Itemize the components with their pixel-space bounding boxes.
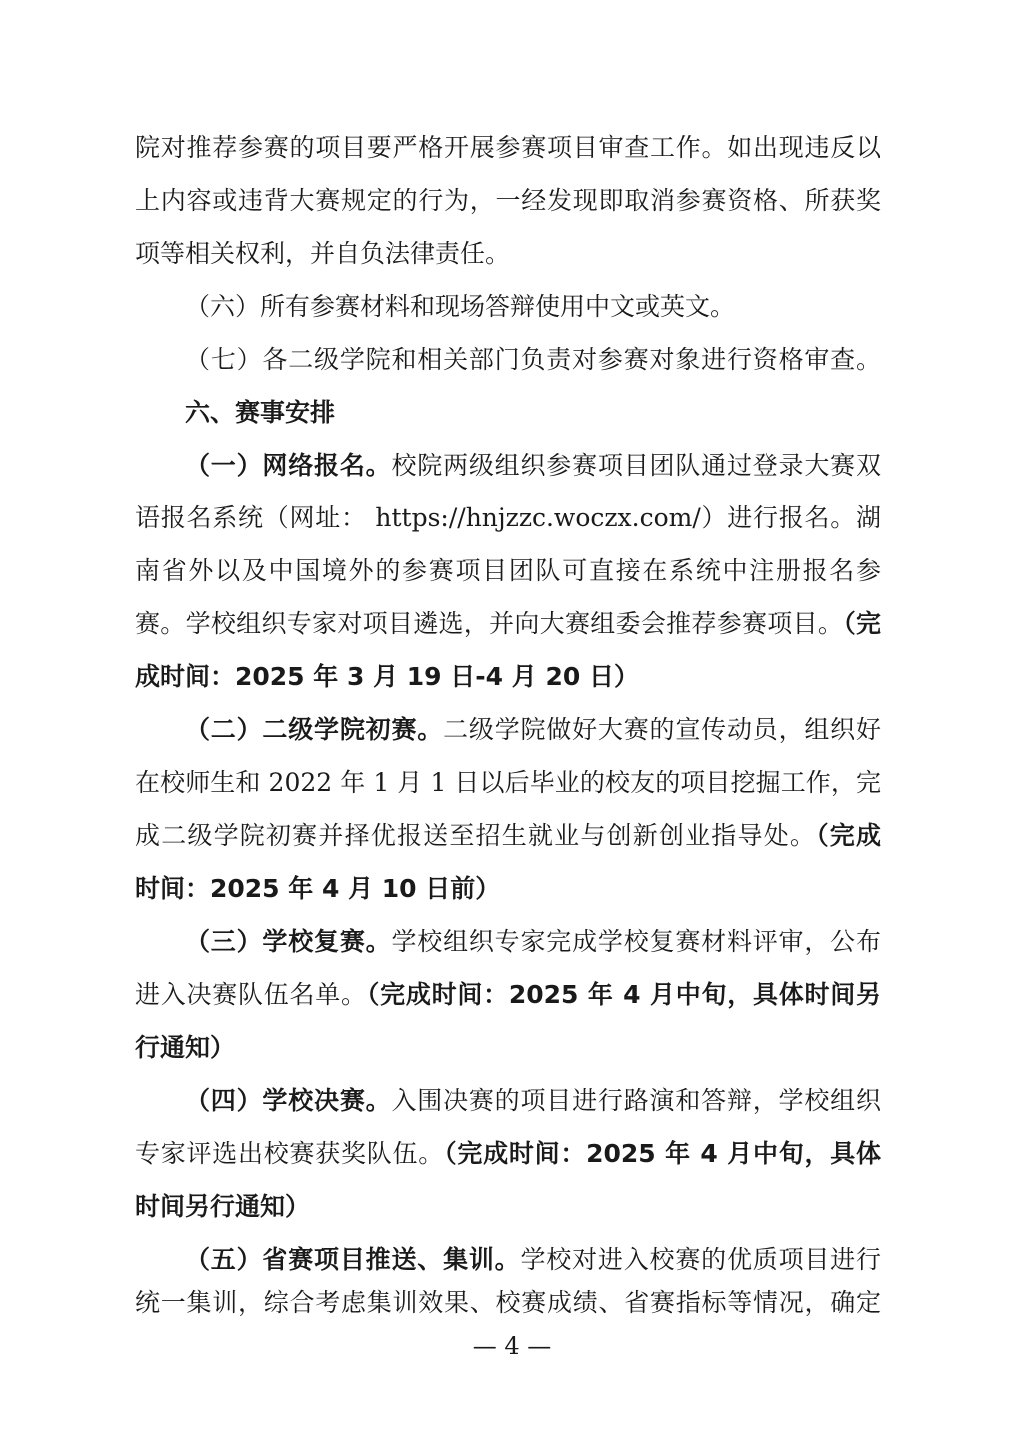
item-provincial-line-1 (185, 1242, 881, 1278)
item-preliminary-deadline: 时间：2025 年 4 月 10 日前） (135, 874, 501, 903)
item-registration-text: 校院两级组织参赛项目团队通过登录大赛双 (391, 451, 881, 480)
item-semifinal-deadline: （完成时间：2025 年 4 月中旬，具体时间另 (366, 980, 881, 1009)
item-registration-line-3: 南省外以及中国境外的参赛项目团队可直接在系统中注册报名参 (135, 556, 881, 585)
item-preliminary-line-2: 在校师生和 2022 年 1 月 1 日以后毕业的校友的项目挖掘工作，完 (135, 768, 881, 797)
item-registration-deadline: 成时间：2025 年 3 月 19 日-4 月 20 日） (135, 662, 639, 691)
item-final-deadline-end: 时间另行通知） (135, 1192, 311, 1221)
item-semifinal-deadline-end: 行通知） (135, 1033, 236, 1062)
item-semifinal-line-1 (185, 924, 881, 960)
item-semifinal-title: （三）学校复赛。 (185, 927, 392, 956)
item-preliminary-text: 二级学院做好大赛的宣传动员，组织好 (443, 715, 881, 744)
item-preliminary-line-1 (185, 712, 881, 748)
para-review-line-1: 院对推荐参赛的项目要严格开展参赛项目审查工作。如出现违反以 (135, 133, 881, 162)
item-preliminary-deadline-start: （完成 (816, 821, 881, 850)
item-registration-line-1 (185, 448, 881, 484)
item-provincial-line-2: 统一集训，综合考虑集训效果、校赛成绩、省赛指标等情况，确定 (135, 1288, 881, 1317)
item-registration-line-4 (135, 606, 881, 642)
item-semifinal-text-2: 进入决赛队伍名单。 (135, 980, 367, 1009)
item-final-title: （四）学校决赛。 (185, 1086, 392, 1115)
item-preliminary-title: （二）二级学院初赛。 (185, 715, 444, 744)
item-preliminary-text-2: 成二级学院初赛并择优报送至招生就业与创新创业指导处。 (135, 821, 817, 850)
item-semifinal-line-2 (135, 977, 881, 1013)
item-final-deadline: （完成时间：2025 年 4 月中旬，具体 (444, 1139, 881, 1168)
item-registration-deadline-start: （完 (843, 609, 881, 638)
para-review-line-3: 项等相关权利，并自负法律责任。 (135, 239, 511, 268)
item-final-line-2 (135, 1136, 881, 1172)
item-final-text-2: 专家评选出校赛获奖队伍。 (135, 1139, 445, 1168)
item-registration-title: （一）网络报名。 (185, 451, 392, 480)
item-registration-text-2: 赛。学校组织专家对项目遴选，并向大赛组委会推荐参赛项目。 (135, 609, 844, 638)
item-semifinal-text: 学校组织专家完成学校复赛材料评审，公布 (391, 927, 881, 956)
item-final-line-1 (185, 1083, 881, 1119)
item-provincial-text: 学校对进入校赛的优质项目进行 (520, 1245, 881, 1274)
item-provincial-title: （五）省赛项目推送、集训。 (185, 1245, 521, 1274)
item-registration-line-2: 语报名系统（网址： https://hnjzzc.woczx.com/）进行报名。湖 (135, 503, 881, 532)
para-review-line-2: 上内容或违背大赛规定的行为，一经发现即取消参赛资格、所获奖 (135, 186, 881, 215)
para-language: （六）所有参赛材料和现场答辩使用中文或英文。 (185, 292, 736, 321)
page-number: — 4 — (472, 1332, 552, 1360)
section-heading: 六、赛事安排 (185, 398, 336, 427)
item-final-text: 入围决赛的项目进行路演和答辩，学校组织 (391, 1086, 881, 1115)
para-qualification: （七）各二级学院和相关部门负责对参赛对象进行资格审查。 (185, 345, 881, 374)
item-preliminary-line-3 (135, 818, 881, 854)
